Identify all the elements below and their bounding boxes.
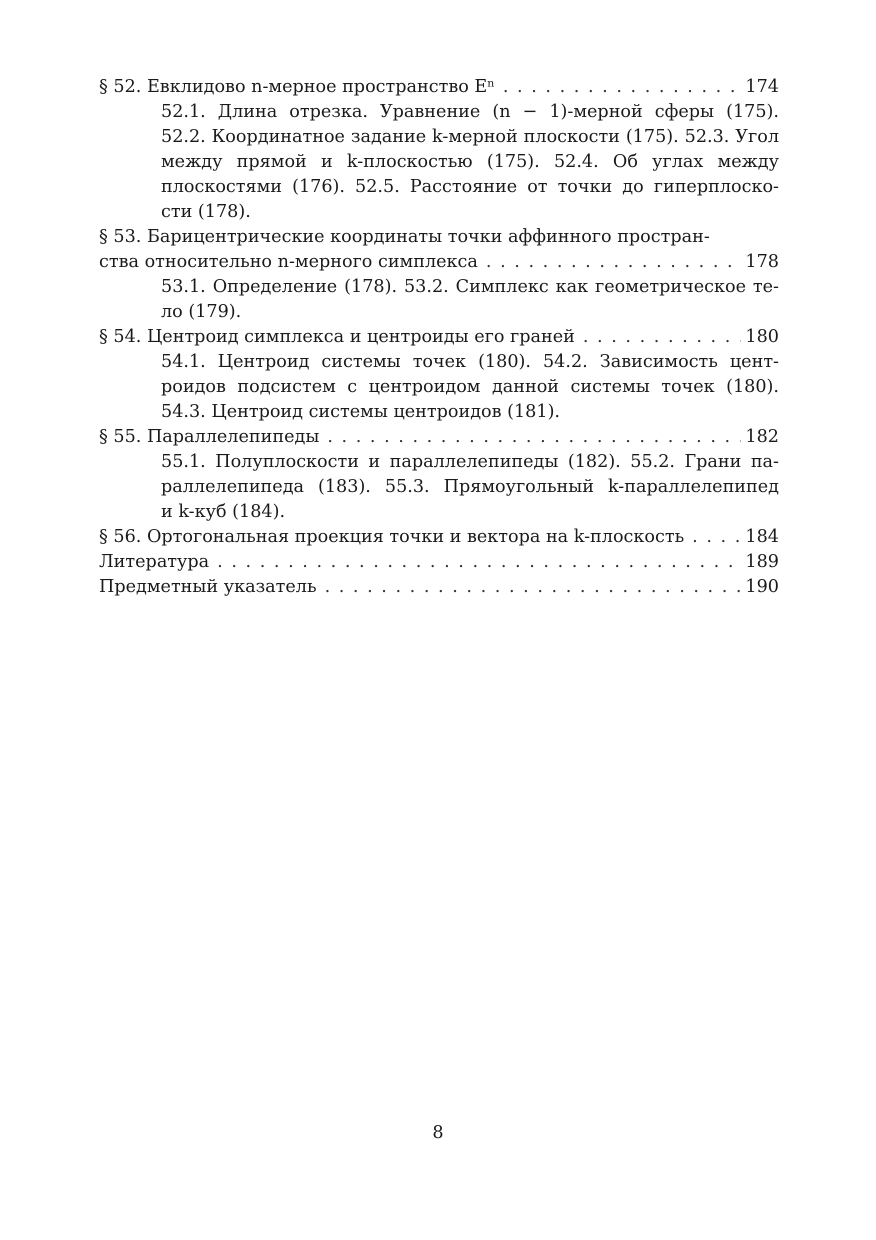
subsection-line: 52.2. Координатное задание k-мерной плоскости (175). 52.3. Угол — [161, 127, 779, 147]
toc-entry-page: 190 — [745, 577, 779, 597]
subsection-line: плоскостями (176). 52.5. Расстояние от точки до гиперплоско- — [161, 177, 779, 197]
subsection-line: ло (179). — [161, 302, 242, 322]
subsection-line: раллелепипеда (183). 55.3. Прямоугольный k-параллелепипед — [161, 477, 779, 497]
toc-entry-54[interactable] — [99, 325, 779, 350]
toc-entry-55[interactable] — [99, 425, 779, 450]
toc-entry-subject-index[interactable] — [99, 575, 779, 600]
subsection-line: между прямой и k-плоскостью (175). 52.4. Об углах между — [161, 152, 779, 172]
subsection-line: 54.3. Центроид системы центроидов (181). — [161, 402, 561, 422]
toc-subsections-52 — [161, 100, 779, 225]
leader-dots — [503, 75, 742, 100]
toc-entry-page: 189 — [745, 552, 779, 572]
leader-dots — [486, 250, 742, 275]
toc-entry-page: 178 — [745, 252, 779, 272]
toc-entry-title: § 55. Параллелепипеды — [99, 427, 320, 447]
subsection-line: 53.1. Определение (178). 53.2. Симплекс как геометрическое те- — [161, 277, 779, 297]
toc-entry-53-line1[interactable]: § 53. Барицентрические координаты точки аффинного простран- — [99, 227, 710, 247]
subsection-line: 54.1. Центроид системы точек (180). 54.2. Зависимость цент- — [161, 352, 779, 372]
subsection-line: роидов подсистем с центроидом данной системы точек (180). — [161, 377, 779, 397]
toc-entry-56[interactable] — [99, 525, 779, 550]
toc-subsections-53 — [161, 275, 779, 325]
toc-entry-page: 174 — [745, 77, 779, 97]
toc-entry-title: Предметный указатель — [99, 577, 317, 597]
table-of-contents — [99, 75, 779, 600]
page-number: 8 — [432, 1123, 444, 1143]
subsection-line: 55.1. Полуплоскости и параллелепипеды (182). 55.2. Грани па- — [161, 452, 779, 472]
leader-dots — [325, 575, 742, 600]
leader-dots — [217, 550, 741, 575]
toc-entry-title: ства относительно n-мерного симплекса — [99, 252, 478, 272]
toc-entry-page: 184 — [745, 527, 779, 547]
leader-dots — [327, 425, 741, 450]
toc-subsections-55 — [161, 450, 779, 525]
toc-entry-title: § 56. Ортогональная проекция точки и вектора на k-плоскость — [99, 527, 685, 547]
toc-entry-title: § 54. Центроид симплекса и центроиды его граней — [99, 327, 575, 347]
toc-entry-title: § 52. Евклидово n-мерное пространство Eⁿ — [99, 77, 495, 97]
leader-dots — [583, 325, 742, 350]
toc-entry-53[interactable] — [99, 250, 779, 275]
subsection-line: 52.1. Длина отрезка. Уравнение (n − 1)-мерной сферы (175). — [161, 102, 779, 122]
subsection-line: и k-куб (184). — [161, 502, 286, 522]
leader-dots — [692, 525, 741, 550]
subsection-line: сти (178). — [161, 202, 251, 222]
toc-entry-52[interactable] — [99, 75, 779, 100]
toc-entry-title: Литература — [99, 552, 210, 572]
toc-subsections-54 — [161, 350, 779, 425]
toc-entry-literature[interactable] — [99, 550, 779, 575]
toc-entry-page: 182 — [745, 427, 779, 447]
toc-entry-page: 180 — [745, 327, 779, 347]
